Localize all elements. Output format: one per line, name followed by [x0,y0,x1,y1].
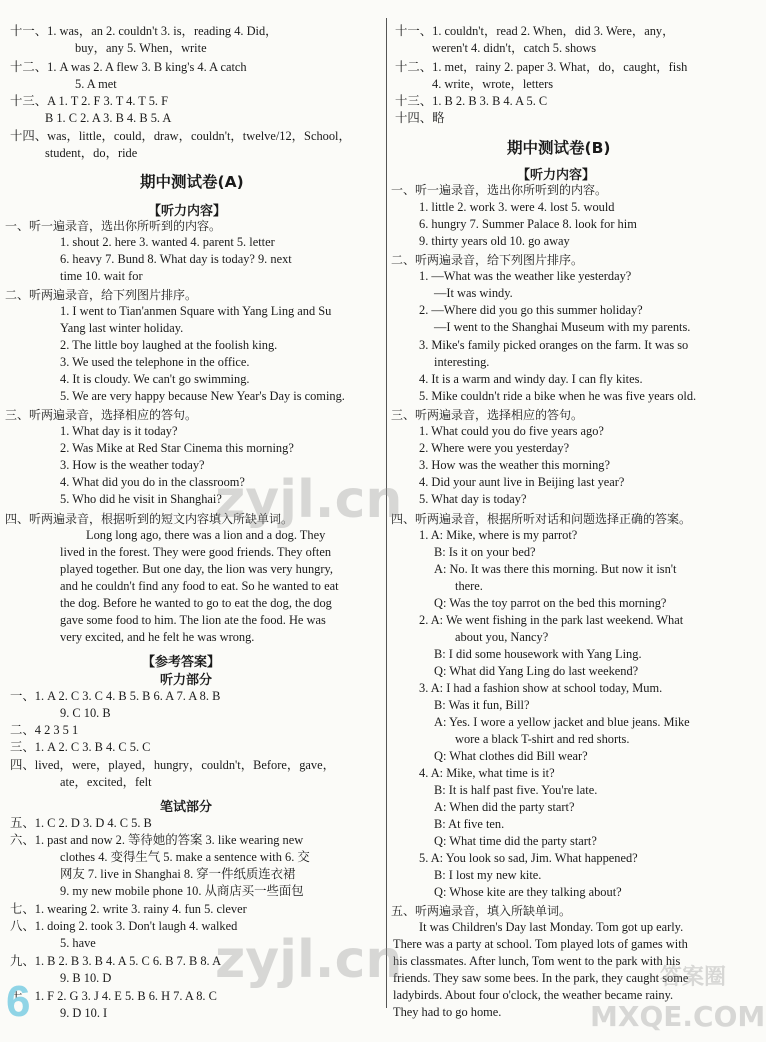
passage-line: It was Children's Day last Monday. Tom got up early. [419,920,684,934]
watermark: MXQE.COM [590,1000,766,1033]
dialogue-line: about you, Nancy? [455,630,549,644]
dialogue-line: Q: What clothes did Bill wear? [434,749,588,763]
dialogue-line: Q: Whose kite are they talking about? [434,885,622,899]
dialogue-line: Q: Was the toy parrot on the bed this morning? [434,596,667,610]
dialogue-line: B: I did some housework with Yang Ling. [434,647,642,661]
dialogue-line: 5. A: You look so sad, Jim. What happened? [419,851,638,865]
right-column [389,0,766,1042]
item-line: 4. It is a warm and windy day. I can fly kites. [419,372,643,386]
passage-line: They had to go home. [393,1005,502,1019]
item-line: 1. —What was the weather like yesterday? [419,269,632,283]
item-line: 2. Where were you yesterday? [419,441,570,455]
answer-line: 9. my new mobile phone 10. 从商店买一些面包 [60,884,304,898]
item-line: 1. What day is it today? [60,424,178,438]
item-line: 3. How is the weather today? [60,458,205,472]
answer-line: 5. A met [75,77,117,91]
answer-line: 三、1. A 2. C 3. B 4. C 5. C [10,740,151,754]
listening-heading: 【听力内容】 [148,204,227,219]
answer-line: 十三、A 1. T 2. F 3. T 4. T 5. F [10,94,169,108]
answer-line: 十二、1. met，rainy 2. paper 3. What，do，caught，fish [395,60,688,74]
passage-line: ladybirds. About four o'clock, the weather became rainy. [393,988,674,1002]
passage-line: very excited, and he felt he was wrong. [60,630,255,644]
item-line: 6. heavy 7. Bund 8. What day is today? 9. next [60,252,292,266]
answer-line: 十四、was，little，could，draw，couldn't，twelve/12，School， [10,129,351,143]
passage-line: his classmates. After lunch, Tom went to the park with his [393,954,681,968]
watermark: zyjl.cn [215,930,403,990]
item-line: 1. little 2. work 3. were 4. lost 5. would [419,200,615,214]
dialogue-line: A: When did the party start? [434,800,575,814]
answer-key-heading: 【参考答案】 [142,655,221,670]
section-heading: 一、听一遍录音，选出你所听到的内容。 [391,183,608,197]
dialogue-line: 3. A: I had a fashion show at school today, Mum. [419,681,663,695]
answer-line: 5. have [60,936,96,950]
answer-line: 十三、1. B 2. B 3. B 4. A 5. C [395,94,548,108]
item-line: 4. What did you do in the classroom? [60,475,245,489]
dialogue-line: Q: What did Yang Ling do last weekend? [434,664,639,678]
item-line: 3. We used the telephone in the office. [60,355,250,369]
item-line: 5. We are very happy because New Year's Day is coming. [60,389,345,403]
item-line: 2. The little boy laughed at the foolish king. [60,338,278,352]
section-heading: 三、听两遍录音，选择相应的答句。 [391,408,584,422]
watermark: zyjl.cn [215,470,403,530]
item-line: 3. Mike's family picked oranges on the farm. It was so [419,338,689,352]
item-line: 2. —Where did you go this summer holiday? [419,303,643,317]
answer-line: 十一、1. was，an 2. couldn't 3. is，reading 4. Did， [10,24,278,38]
item-line: 5. What day is today? [419,492,527,506]
answer-line: 四、lived，were，played，hungry，couldn't，Before，gave， [10,758,335,772]
answer-line: 9. C 10. B [60,706,111,720]
exam-title-b: 期中测试卷(B) [507,139,611,157]
answer-line: 4. write，wrote，letters [432,77,554,91]
answer-line: ate，excited，felt [60,775,152,789]
answer-line: 一、1. A 2. C 3. C 4. B 5. B 6. A 7. A 8. B [10,689,221,703]
dialogue-line: B: At five ten. [434,817,505,831]
answer-line: 二、4 2 3 5 1 [10,723,79,737]
section-heading: 四、听两遍录音，根据所听对话和问题选择正确的答案。 [391,512,692,526]
passage-line: lived in the forest. They were good friends. They often [60,545,332,559]
dialogue-line: wore a black T-shirt and red shorts. [455,732,630,746]
answer-line: 八、1. doing 2. took 3. Don't laugh 4. walked [10,919,238,933]
dialogue-line: 1. A: Mike, where is my parrot? [419,528,578,542]
item-line: 5. Mike couldn't ride a bike when he was five years old. [419,389,697,403]
page-number: 6 [6,977,31,1026]
item-line: 3. How was the weather this morning? [419,458,610,472]
passage-line: and he couldn't find any food to eat. So he wanted to eat [60,579,339,593]
section-heading: 二、听两遍录音，给下列图片排序。 [5,288,198,302]
item-line: —I went to the Shanghai Museum with my parents. [434,320,691,334]
item-line: 6. hungry 7. Summer Palace 8. look for him [419,217,637,231]
dialogue-line: Q: What time did the party start? [434,834,597,848]
dialogue-line: A: No. It was there this morning. But now it isn't [434,562,677,576]
dialogue-line: B: I lost my new kite. [434,868,542,882]
item-line: 4. Did your aunt live in Beijing last year? [419,475,625,489]
dialogue-line: A: Yes. I wore a yellow jacket and blue jeans. Mike [434,715,690,729]
watermark: 答案圈 [660,965,727,990]
passage-line: Long long ago, there was a lion and a dog. They [86,528,326,542]
item-line: time 10. wait for [60,269,143,283]
answer-line: 六、1. past and now 2. 等待她的答案 3. like wearing new [10,833,304,847]
answer-line: 网友 7. live in Shanghai 8. 穿一件纸质连衣裙 [60,867,296,881]
answer-line: 十二、1. A was 2. A flew 3. B king's 4. A catch [10,60,247,74]
item-line: 1. I went to Tian'anmen Square with Yang Ling and Su [60,304,332,318]
section-heading: 三、听两遍录音，选择相应的答句。 [5,408,198,422]
item-line: 2. Was Mike at Red Star Cinema this morning? [60,441,294,455]
item-line: 9. thirty years old 10. go away [419,234,570,248]
item-line: 1. What could you do five years ago? [419,424,604,438]
passage-line: played together. But one day, the lion was very hungry, [60,562,333,576]
section-heading: 五、听两遍录音，填入所缺单词。 [391,904,572,918]
listening-heading: 【听力内容】 [517,168,596,183]
passage-line: the dog. Before he wanted to go to eat the dog, the dog [60,596,332,610]
item-line: Yang last winter holiday. [60,321,184,335]
answer-line: 九、1. B 2. B 3. B 4. A 5. C 6. B 7. B 8. A [10,954,222,968]
dialogue-line: there. [455,579,483,593]
answer-line: 十一、1. couldn't，read 2. When，did 3. Were，any， [395,24,675,38]
item-line: 1. shout 2. here 3. wanted 4. parent 5. letter [60,235,275,249]
exam-title-a: 期中测试卷(A) [140,173,244,191]
answer-line: B 1. C 2. A 3. B 4. B 5. A [45,111,172,125]
section-heading: 一、听一遍录音，选出你所听到的内容。 [5,219,222,233]
passage-line: There was a party at school. Tom played lots of games with [393,937,688,951]
answer-line: 七、1. wearing 2. write 3. rainy 4. fun 5. clever [10,902,247,916]
dialogue-line: B: Is it on your bed? [434,545,536,559]
answer-line: buy，any 5. When，write [75,41,207,55]
answer-line: 9. B 10. D [60,971,112,985]
passage-line: friends. They saw some bees. In the park, they caught some [393,971,689,985]
dialogue-line: 4. A: Mike, what time is it? [419,766,555,780]
answer-line: 十四、略 [395,111,445,125]
item-line: —It was windy. [434,286,513,300]
written-part-heading: 笔试部分 [160,800,213,815]
answer-line: weren't 4. didn't，catch 5. shows [432,41,597,55]
section-heading: 二、听两遍录音，给下列图片排序。 [391,253,584,267]
answer-line: 十、1. F 2. G 3. J 4. E 5. B 6. H 7. A 8. C [10,989,217,1003]
item-line: 5. Who did he visit in Shanghai? [60,492,222,506]
dialogue-line: 2. A: We went fishing in the park last weekend. What [419,613,684,627]
passage-line: gave some food to him. The lion ate the food. He was [60,613,326,627]
dialogue-line: B: Was it fun, Bill? [434,698,530,712]
answer-line: 五、1. C 2. D 3. D 4. C 5. B [10,816,152,830]
answer-line: 9. D 10. I [60,1006,108,1020]
item-line: 4. It is cloudy. We can't go swimming. [60,372,250,386]
item-line: interesting. [434,355,490,369]
answer-line: clothes 4. 变得生气 5. make a sentence with 6. 交 [60,850,310,864]
answer-line: student，do，ride [45,146,138,160]
section-heading: 四、听两遍录音，根据听到的短文内容填入所缺单词。 [5,512,294,526]
dialogue-line: B: It is half past five. You're late. [434,783,598,797]
listening-part-heading: 听力部分 [160,673,213,688]
